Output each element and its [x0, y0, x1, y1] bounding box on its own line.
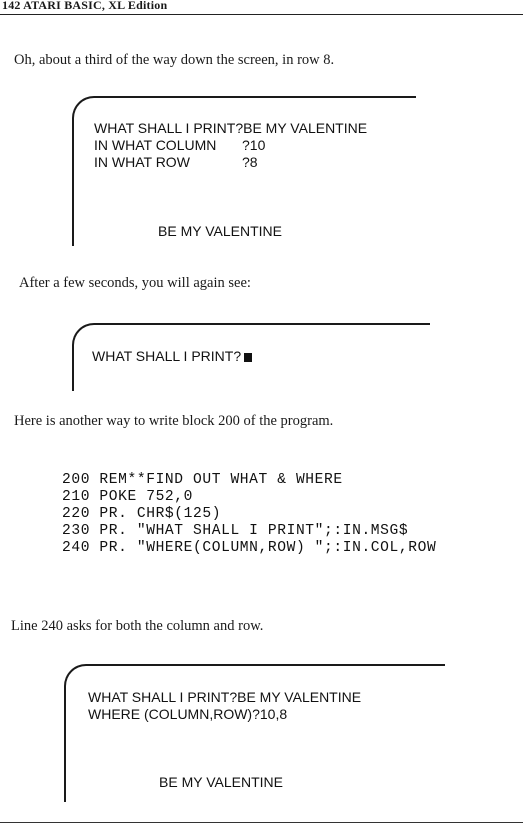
screen3-message: BE MY VALENTINE [159, 774, 283, 790]
screen2-prompt-line [92, 348, 252, 364]
page-header [0, 0, 523, 15]
screen1-column-value: ?10 [242, 137, 266, 153]
code-line: 230 PR. "WHAT SHALL I PRINT";:IN.MSG$ [62, 523, 409, 539]
code-line: 200 REM**FIND OUT WHAT & WHERE [62, 472, 343, 488]
screen1-column-label: IN WHAT COLUMN [94, 137, 217, 153]
paragraph-block-200: Here is another way to write block 200 of the program. [14, 413, 334, 429]
code-line: 240 PR. "WHERE(COLUMN,ROW) ";:IN.COL,ROW [62, 540, 437, 556]
paragraph-row-8: Oh, about a third of the way down the screen, in row 8. [14, 52, 335, 68]
running-head: 142 ATARI BASIC, XL Edition [2, 0, 168, 12]
screen3-where-line: WHERE (COLUMN,ROW)?10,8 [88, 706, 288, 722]
bottom-rule [0, 822, 523, 823]
code-line: 220 PR. CHR$(125) [62, 506, 222, 522]
screen2-prompt-text: WHAT SHALL I PRINT? [92, 348, 242, 364]
screen1-row-label: IN WHAT ROW [94, 154, 190, 170]
paragraph-again-see: After a few seconds, you will again see: [19, 275, 251, 291]
basic-code-listing [62, 472, 436, 557]
cursor-block-icon [244, 353, 252, 362]
screen1-message: BE MY VALENTINE [158, 223, 282, 239]
screen3-prompt-line: WHAT SHALL I PRINT?BE MY VALENTINE [88, 689, 362, 705]
screen1-row-value: ?8 [242, 154, 258, 170]
paragraph-line-240: Line 240 asks for both the column and row. [11, 618, 264, 634]
code-line: 210 POKE 752,0 [62, 489, 194, 505]
screen1-prompt-line: WHAT SHALL I PRINT?BE MY VALENTINE [94, 120, 368, 136]
